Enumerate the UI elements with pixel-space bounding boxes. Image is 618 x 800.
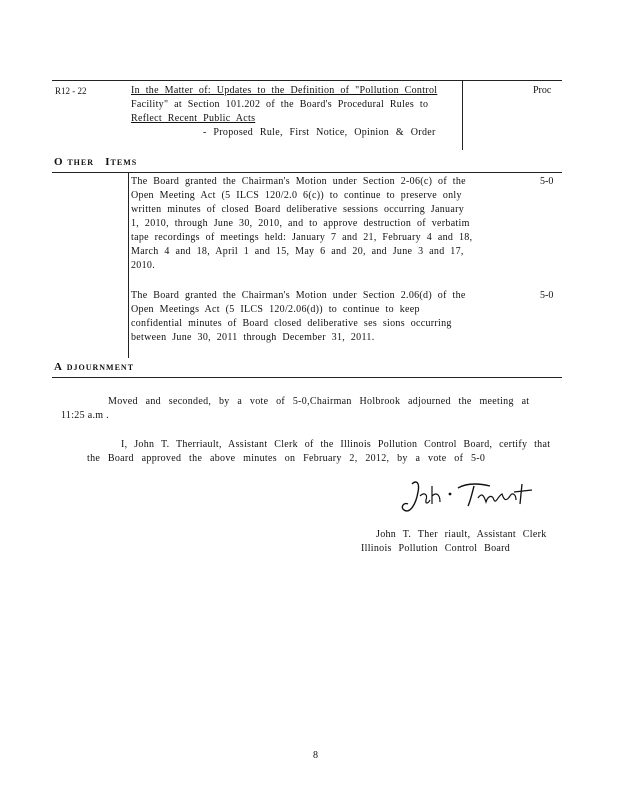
other-item-entry-1 xyxy=(131,175,472,273)
entry-1-line: 1, 2010, through June 30, 2010, and to approve destruction of verbatim xyxy=(131,218,470,229)
entry-1-line: The Board granted the Chairman's Motion under Section 2-06(c) of the xyxy=(131,176,466,187)
signature-script-text: John T. Therriault xyxy=(398,474,406,475)
entry-1-vote: 5-0 xyxy=(540,176,554,187)
signatory-name: John T. Ther riault, Assistant Clerk xyxy=(376,529,547,540)
adjournment-text-line-1: Moved and seconded, by a vote of 5-0,Chairman Holbrook adjourned the meeting at xyxy=(108,396,530,407)
adjournment-text-line-2: 11:25 a.m . xyxy=(61,410,109,421)
handwritten-signature xyxy=(398,474,548,522)
case-subtitle: - Proposed Rule, First Notice, Opinion & Order xyxy=(203,127,436,138)
page-number: 8 xyxy=(313,750,318,761)
entry-2-line: between June 30, 2011 through December 31, 2011. xyxy=(131,332,375,343)
entry-1-line: March 4 and 18, April 1 and 15, May 6 and 20, and June 3 and 17, xyxy=(131,246,464,257)
entry-2-line: Open Meetings Act (5 ILCS 120/2.06(d)) to continue to keep xyxy=(131,304,420,315)
entry-2-vote: 5-0 xyxy=(540,290,554,301)
other-items-left-divider xyxy=(128,172,129,358)
entry-1-line: 2010. xyxy=(131,260,155,271)
table-top-border xyxy=(52,80,562,81)
certification-line-2: the Board approved the above minutes on February 2, 2012, by a vote of 5-0 xyxy=(87,453,486,464)
table-column-divider xyxy=(462,80,463,150)
signatory-organization: Illinois Pollution Control Board xyxy=(361,543,511,554)
entry-1-line: tape recordings of meetings held: January 7 and 21, February 4 and 18, xyxy=(131,232,473,243)
case-title-line-2: Facility" at Section 101.202 of the Board's Procedural Rules to xyxy=(131,99,429,110)
other-item-entry-2 xyxy=(131,289,466,345)
entry-1-line: Open Meeting Act (5 ILCS 120/2.0 6(c)) to continue to preserve only xyxy=(131,190,462,201)
entry-1-line: written minutes of closed Board deliberative sessions occurring January xyxy=(131,204,464,215)
entry-2-line: The Board granted the Chairman's Motion under Section 2.06(d) of the xyxy=(131,290,466,301)
case-number: R12 - 22 xyxy=(55,86,87,96)
adjournment-rule xyxy=(52,377,562,378)
adjournment-heading: A DJOURNMENT xyxy=(54,361,135,373)
other-items-heading: O THER ITEMS xyxy=(54,156,138,168)
case-title-line-1: In the Matter of: Updates to the Definition of "Pollution Control xyxy=(131,85,438,96)
entry-2-line: confidential minutes of Board closed deliberative ses sions occurring xyxy=(131,318,452,329)
case-title-line-3: Reflect Recent Public Acts xyxy=(131,113,256,124)
certification-line-1: I, John T. Therriault, Assistant Clerk of the Illinois Pollution Control Board, certify that xyxy=(121,439,551,450)
case-action: Proc xyxy=(533,85,552,96)
